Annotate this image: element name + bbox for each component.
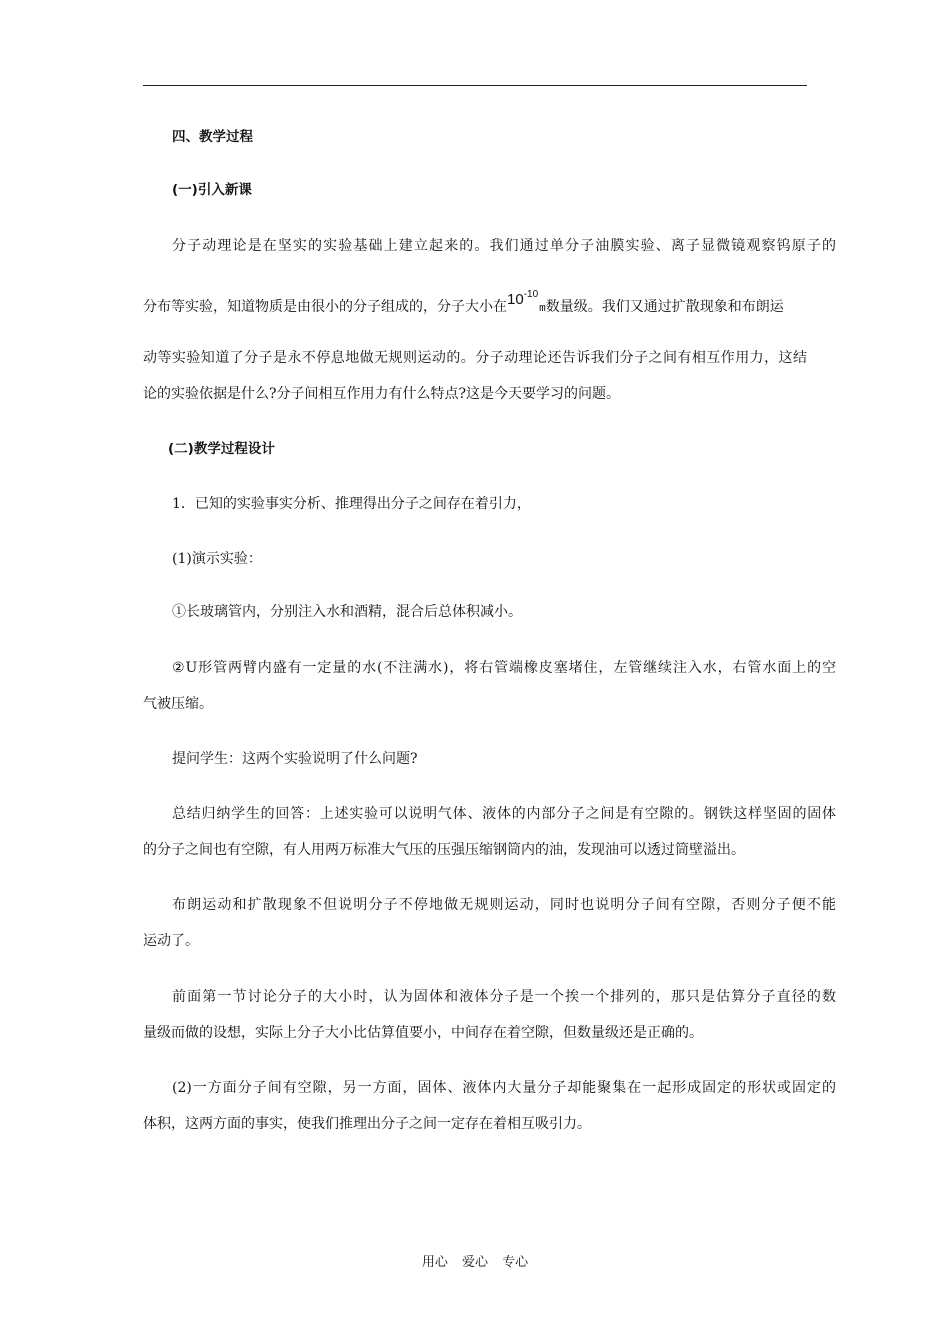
previous-line-2: 量级而做的设想，实际上分子大小比估算值要小，中间存在着空隙，但数量级还是正确的。 [143, 1025, 703, 1041]
sci-exponent: -10 [523, 289, 539, 300]
point-2-line-1: (2)一方面分子间有空隙，另一方面，固体、液体内大量分子却能聚集在一起形成固定的形状或固定的 [172, 1080, 836, 1096]
subsection-title-design: (二)教学过程设计 [168, 441, 275, 457]
experiment-2-line-1: ②U形管两臂内盛有一定量的水(不注满水)，将右管端橡皮塞堵住，左管继续注入水，右管水面上的空 [172, 660, 836, 676]
experiment-2-line-2: 气被压缩。 [143, 696, 213, 712]
paragraph-intro-line-1: 分子动理论是在坚实的实验基础上建立起来的。我们通过单分子油膜实验、离子显微镜观察钨原子的 [172, 238, 836, 254]
brownian-line-1: 布朗运动和扩散现象不但说明分子不停地做无规则运动，同时也说明分子间有空隙，否则分子便不能 [172, 897, 836, 913]
scientific-number [507, 291, 538, 308]
summary-line-2: 的分子之间也有空隙，有人用两万标准大气压的压强压缩钢筒内的油，发现油可以透过筒壁溢出。 [143, 842, 745, 858]
point-2-line-2: 体积，这两方面的事实，使我们推理出分子之间一定存在着相互吸引力。 [143, 1116, 591, 1132]
paragraph-intro-line-2a: 分布等实验，知道物质是由很小的分子组成的，分子大小在 [143, 299, 507, 315]
subsection-title-intro: (一)引入新课 [172, 182, 252, 198]
header-rule [143, 85, 807, 86]
brownian-line-2: 运动了。 [143, 933, 199, 949]
paragraph-intro-line-2 [143, 289, 807, 319]
footer-word-1: 用心 [421, 1255, 448, 1270]
sci-unit: m [539, 303, 546, 315]
footer-word-3: 专心 [502, 1255, 529, 1270]
footer-word-2: 爱心 [461, 1255, 488, 1270]
paragraph-intro-line-3: 动等实验知道了分子是永不停息地做无规则运动的。分子动理论还告诉我们分子之间有相互作用力，这结 [143, 350, 807, 366]
experiment-1: ①长玻璃管内，分别注入水和酒精，混合后总体积减小。 [172, 604, 522, 620]
item-1: 1．已知的实验事实分析、推理得出分子之间存在着引力， [172, 496, 531, 512]
paragraph-intro-line-4: 论的实验依据是什么?分子间相互作用力有什么特点?这是今天要学习的问题。 [143, 386, 621, 402]
section-title: 四、教学过程 [172, 129, 253, 145]
previous-line-1: 前面第一节讨论分子的大小时，认为固体和液体分子是一个挨一个排列的，那只是估算分子直径的数 [172, 989, 836, 1005]
demo-label: (1)演示实验： [172, 551, 262, 567]
page-footer [0, 1251, 950, 1270]
summary-line-1: 总结归纳学生的回答：上述实验可以说明气体、液体的内部分子之间是有空隙的。钢铁这样坚固的固体 [172, 806, 836, 822]
sci-base: 10 [507, 291, 524, 308]
question: 提问学生：这两个实验说明了什么问题? [172, 751, 418, 767]
paragraph-intro-line-2b: 数量级。我们又通过扩散现象和布朗运 [545, 299, 784, 315]
